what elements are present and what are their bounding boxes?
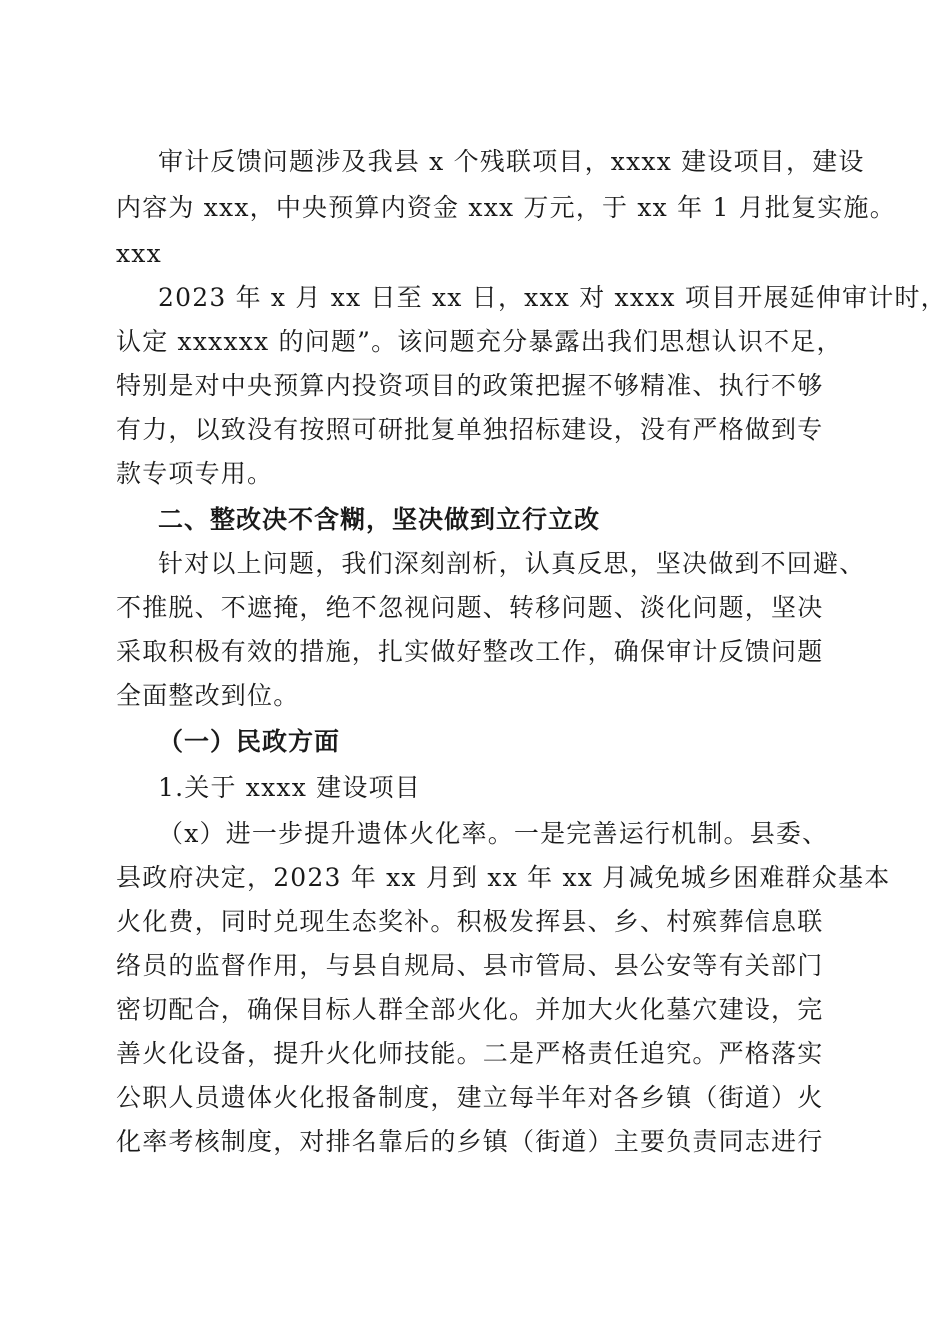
section-heading-2: 二、整改决不含糊，坚决做到立行立改 (158, 505, 601, 534)
paragraph-4-line-6: 善火化设备，提升火化师技能。二是严格责任追究。严格落实 (116, 1039, 824, 1068)
item-heading-1: 1.关于 xxxx 建设项目 (158, 773, 421, 802)
paragraph-4-line-1: （x）进一步提升遗体火化率。一是完善运行机制。县委、 (158, 819, 829, 848)
paragraph-4-line-4: 络员的监督作用，与县自规局、县市管局、县公安等有关部门 (116, 951, 824, 980)
paragraph-2-line-5: 款专项专用。 (116, 459, 274, 488)
paragraph-3-line-1: 针对以上问题，我们深刻剖析，认真反思，坚决做到不回避、 (158, 549, 866, 578)
paragraph-4-line-8: 化率考核制度，对排名靠后的乡镇（街道）主要负责同志进行 (116, 1127, 824, 1156)
paragraph-4-line-3: 火化费，同时兑现生态奖补。积极发挥县、乡、村殡葬信息联 (116, 907, 824, 936)
paragraph-4-line-2: 县政府决定，2023 年 xx 月到 xx 年 xx 月减免城乡困难群众基本 (116, 863, 891, 892)
paragraph-1-line-1: 审计反馈问题涉及我县 x 个残联项目，xxxx 建设项目，建设 (158, 147, 865, 176)
paragraph-3-line-4: 全面整改到位。 (116, 681, 300, 710)
paragraph-3-line-3: 采取积极有效的措施，扎实做好整改工作，确保审计反馈问题 (116, 637, 824, 666)
paragraph-4-line-7: 公职人员遗体火化报备制度，建立每半年对各乡镇（街道）火 (116, 1083, 824, 1112)
paragraph-2-line-3: 特别是对中央预算内投资项目的政策把握不够精准、执行不够 (116, 371, 824, 400)
paragraph-1-line-3: xxx (116, 239, 162, 268)
paragraph-1-line-2: 内容为 xxx，中央预算内资金 xxx 万元，于 xx 年 1 月批复实施。 (116, 193, 896, 222)
paragraph-3-line-2: 不推脱、不遮掩，绝不忽视问题、转移问题、淡化问题，坚决 (116, 593, 824, 622)
paragraph-2-line-1: 2023 年 x 月 xx 日至 xx 日，xxx 对 xxxx 项目开展延伸审计时， (158, 283, 947, 312)
paragraph-2-line-4: 有力，以致没有按照可研批复单独招标建设，没有严格做到专 (116, 415, 824, 444)
sub-heading-civil-affairs: （一）民政方面 (158, 727, 341, 756)
paragraph-4-line-5: 密切配合，确保目标人群全部火化。并加大火化墓穴建设，完 (116, 995, 824, 1024)
paragraph-2-line-2: 认定 xxxxxx 的问题”。该问题充分暴露出我们思想认识不足， (116, 327, 843, 356)
